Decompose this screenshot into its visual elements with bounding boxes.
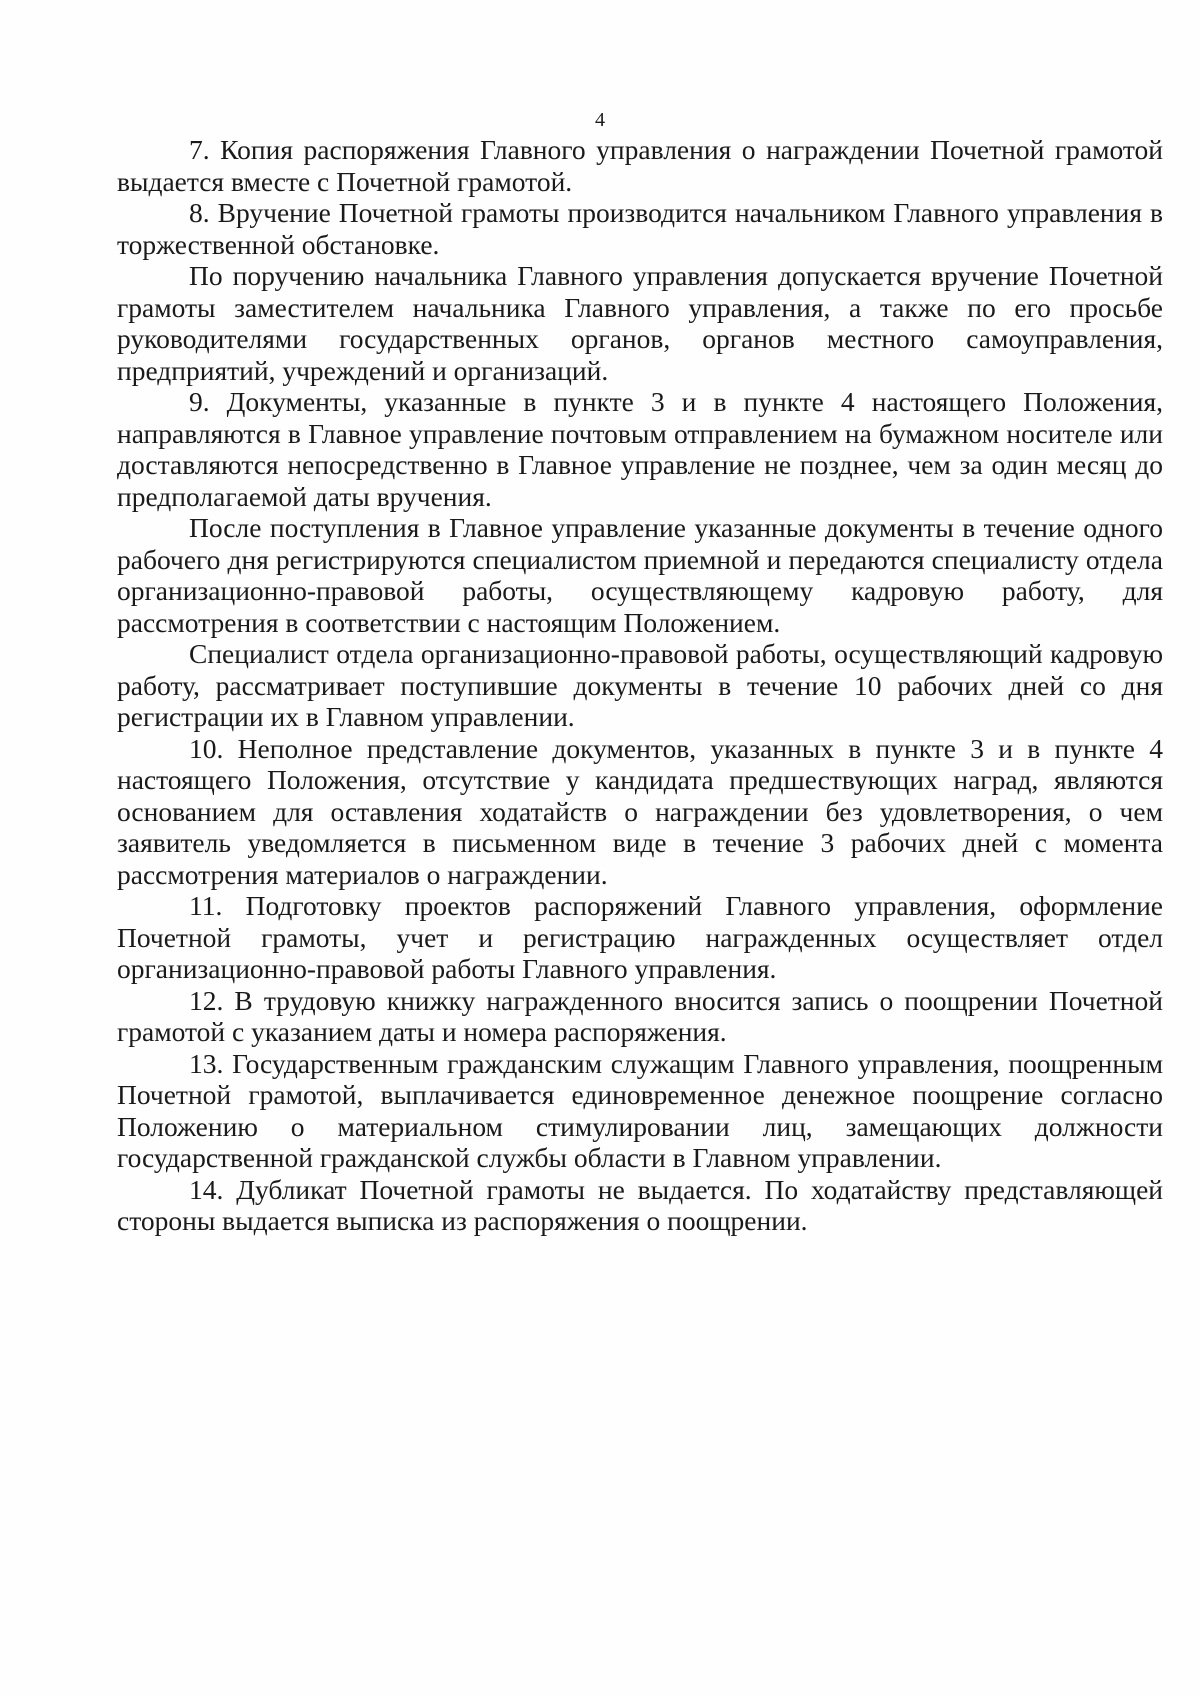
paragraph-9-registration: После поступления в Главное управление указанные документы в течение одного рабочего дня регистрируются специалистом приемной и передаются специалисту отдела организационно-правовой работы, осуществляющему кадровую работу, для рассмотрения в соответствии с настоящим Положением.: [117, 512, 1163, 638]
paragraph-8: 8. Вручение Почетной грамоты производится начальником Главного управления в торжественной обстановке.: [117, 197, 1163, 260]
paragraph-7: 7. Копия распоряжения Главного управления о награждении Почетной грамотой выдается вместе с Почетной грамотой.: [117, 134, 1163, 197]
paragraph-14: 14. Дубликат Почетной грамоты не выдается. По ходатайству представляющей стороны выдается выписка из распоряжения о поощрении.: [117, 1173, 1163, 1236]
paragraph-10: 10. Неполное представление документов, указанных в пункте 3 и в пункте 4 настоящего Положения, отсутствие у кандидата предшествующих наград, являются основанием для оставления ходатайств о награждении без удовлетворения, о чем заявитель уведомляется в письменном виде в течение 3 рабочих дней с момента рассмотрения материалов о награждении.: [117, 732, 1163, 890]
document-body: [117, 134, 1163, 1237]
paragraph-13: 13. Государственным гражданским служащим Главного управления, поощренным Почетной грамотой, выплачивается единовременное денежное поощрение согласно Положению о материальном стимулировании лиц, замещающих должности государственной гражданской службы области в Главном управлении.: [117, 1047, 1163, 1173]
page-number: 4: [595, 109, 605, 131]
paragraph-11: 11. Подготовку проектов распоряжений Главного управления, оформление Почетной грамоты, учет и регистрацию награжденных осуществляет отдел организационно-правовой работы Главного управления.: [117, 890, 1163, 984]
paragraph-9: 9. Документы, указанные в пункте 3 и в пункте 4 настоящего Положения, направляются в Главное управление почтовым отправлением на бумажном носителе или доставляются непосредственно в Главное управление не позднее, чем за один месяц до предполагаемой даты вручения.: [117, 386, 1163, 512]
paragraph-9-review: Специалист отдела организационно-правовой работы, осуществляющий кадровую работу, рассматривает поступившие документы в течение 10 рабочих дней со дня регистрации их в Главном управлении.: [117, 638, 1163, 732]
paragraph-12: 12. В трудовую книжку награжденного вносится запись о поощрении Почетной грамотой с указанием даты и номера распоряжения.: [117, 984, 1163, 1047]
paragraph-8-continuation: По поручению начальника Главного управления допускается вручение Почетной грамоты заместителем начальника Главного управления, а также по его просьбе руководителями государственных органов, органов местного самоуправления, предприятий, учреждений и организаций.: [117, 260, 1163, 386]
